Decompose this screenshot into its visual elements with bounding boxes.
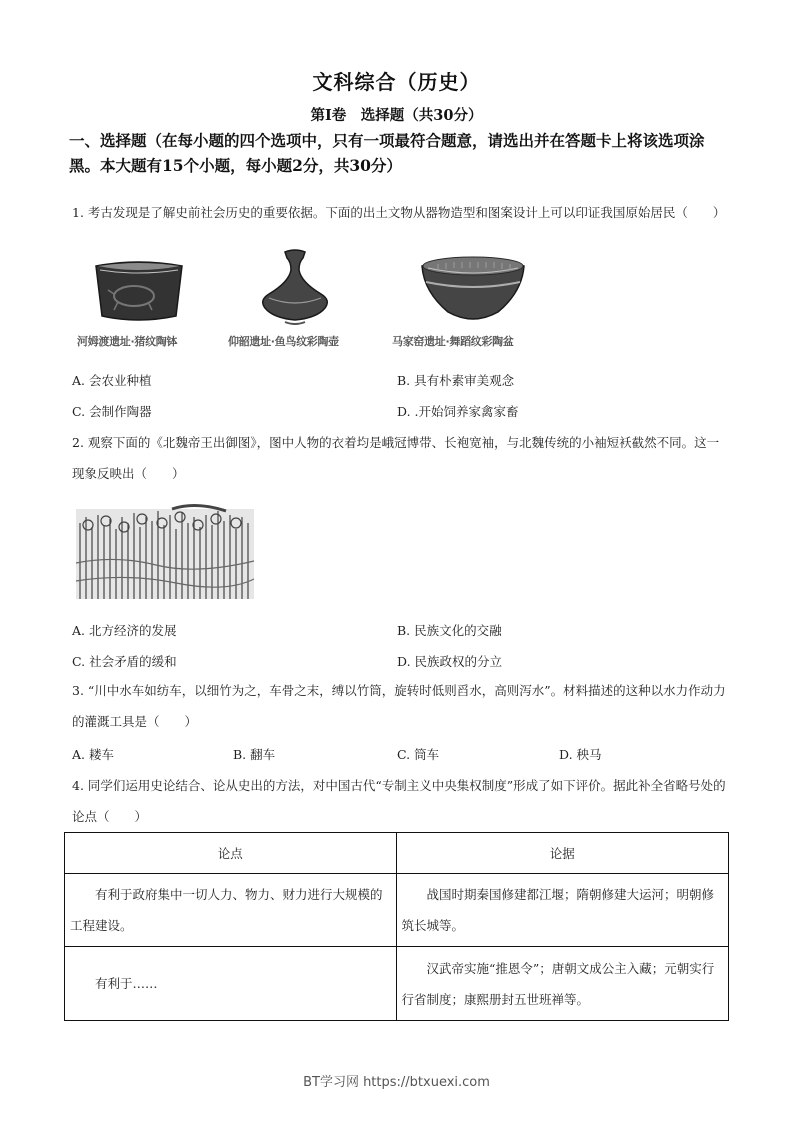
question-2-option-c[interactable] xyxy=(72,652,177,670)
figure-3-caption: 马家窑遗址·舞蹈纹彩陶盆 xyxy=(392,335,514,348)
option-label: B. xyxy=(397,373,411,388)
option-text: 社会矛盾的缓和 xyxy=(89,654,177,669)
option-text: 翻车 xyxy=(250,747,276,762)
header-argument: 论点 xyxy=(65,833,397,874)
question-4-stem: 4. 同学们运用史论结合、论从史出的方法，对中国古代“专制主义中央集权制度”形成了如下评价。据此补全省略号处的论点（ ） xyxy=(72,778,726,824)
section-instructions: 一、选择题（在每小题的四个选项中，只有一项最符合题意，请选出并在答题卡上将该选项涂黑。本大题有15个小题，每小题2分，共30分） xyxy=(69,131,705,175)
procession-relief-icon xyxy=(76,503,254,599)
question-3-stem: 3. “川中水车如纺车，以细竹为之，车骨之末，缚以竹筒，旋转时低则舀水，高则泻水”。材料描述的这种以水力作动力的灌溉工具是（ ） xyxy=(72,683,726,729)
northern-wei-procession-image xyxy=(76,503,254,599)
question-2-stem: 2. 观察下面的《北魏帝王出御图》，图中人物的衣着均是峨冠博带、长袍宽袖，与北魏传统的小袖短袄截然不同。这一现象反映出（ ） xyxy=(72,435,720,481)
footer-watermark: BT学习网 https://btxuexi.com xyxy=(303,1075,490,1090)
question-3-option-a[interactable] xyxy=(72,745,114,763)
option-text: 秧马 xyxy=(576,747,602,762)
page-title: 文科综合（历史） xyxy=(312,70,481,94)
question-2-option-a[interactable] xyxy=(72,621,177,639)
option-label: C. xyxy=(397,747,411,762)
part-subtitle: 第I卷 选择题（共30分） xyxy=(310,107,483,124)
option-text: 北方经济的发展 xyxy=(89,623,177,638)
fish-bird-vase-image xyxy=(255,248,335,328)
table-row xyxy=(65,947,729,1021)
option-label: D. xyxy=(397,404,411,419)
option-text: 会制作陶器 xyxy=(89,404,152,419)
question-1-option-b[interactable] xyxy=(397,371,514,389)
pottery-bowl-icon xyxy=(88,256,188,326)
table-header-row xyxy=(65,833,729,874)
option-label: B. xyxy=(233,747,247,762)
question-1-stem: 1. 考古发现是了解史前社会历史的重要依据。下面的出土文物从器物造型和图案设计上可以印证我国原始居民（ ） xyxy=(72,205,726,220)
evidence-cell: 汉武帝实施“推恩令”；唐朝文成公主入藏；元朝实行行省制度；康熙册封五世班禅等。 xyxy=(396,947,729,1021)
option-text: 会农业种植 xyxy=(89,373,152,388)
option-label: C. xyxy=(72,404,86,419)
argument-cell: 有利于政府集中一切人力、物力、财力进行大规模的工程建设。 xyxy=(65,874,397,947)
pottery-basin-icon xyxy=(418,252,528,327)
argument-cell: 有利于…… xyxy=(65,947,397,1021)
question-3-option-d[interactable] xyxy=(559,745,602,763)
option-text: 民族文化的交融 xyxy=(414,623,502,638)
option-label: D. xyxy=(397,654,411,669)
dance-pattern-basin-image xyxy=(418,252,528,327)
option-label: A. xyxy=(72,747,86,762)
option-label: A. xyxy=(72,623,86,638)
table-row xyxy=(65,874,729,947)
option-text: 筒车 xyxy=(414,747,440,762)
option-label: C. xyxy=(72,654,86,669)
evidence-cell: 战国时期秦国修建都江堰；隋朝修建大运河；明朝修筑长城等。 xyxy=(396,874,729,947)
question-2-option-b[interactable] xyxy=(397,621,502,639)
option-text: 具有朴素审美观念 xyxy=(414,373,515,388)
option-text: .开始饲养家禽家畜 xyxy=(414,404,519,419)
figure-1-caption: 河姆渡遗址·猪纹陶钵 xyxy=(77,335,178,348)
question-3-option-b[interactable] xyxy=(233,745,275,763)
option-label: B. xyxy=(397,623,411,638)
option-text: 民族政权的分立 xyxy=(414,654,503,669)
option-text: 耧车 xyxy=(89,747,115,762)
option-label: A. xyxy=(72,373,86,388)
question-1-option-a[interactable] xyxy=(72,371,152,389)
pig-pattern-bowl-image xyxy=(88,256,188,326)
argument-evidence-table xyxy=(64,832,729,1021)
header-evidence: 论据 xyxy=(396,833,729,874)
question-1-option-c[interactable] xyxy=(72,402,152,420)
figure-2-caption: 仰韶遗址·鱼鸟纹彩陶壶 xyxy=(228,335,339,348)
option-label: D. xyxy=(559,747,573,762)
pottery-vase-icon xyxy=(255,248,335,328)
question-2-option-d[interactable] xyxy=(397,652,502,670)
question-3-option-c[interactable] xyxy=(397,745,439,763)
question-1-option-d[interactable] xyxy=(397,402,519,420)
